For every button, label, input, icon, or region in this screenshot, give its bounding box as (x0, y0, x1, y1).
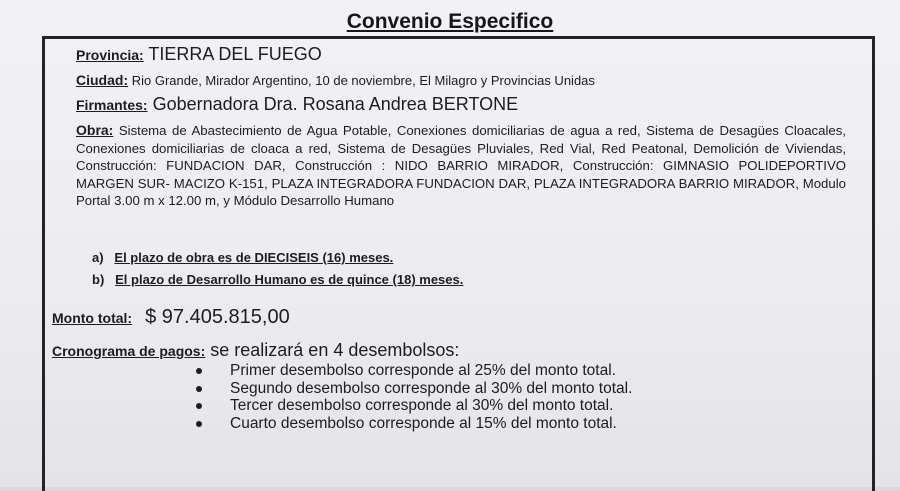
firmantes-label: Firmantes: (76, 97, 148, 113)
monto-label: Monto total: (52, 310, 133, 326)
bullet-icon (196, 386, 202, 392)
ciudad-row (76, 72, 595, 88)
desembolso-text: Segundo desembolso corresponde al 30% del monto total. (230, 379, 633, 397)
ciudad-value: Rio Grande, Mirador Argentino, 10 de noviembre, El Milagro y Provincias Unidas (131, 73, 595, 88)
bullet-icon (196, 403, 202, 409)
obra-paragraph (76, 122, 846, 210)
plazo-marker: a) (92, 250, 104, 265)
firmantes-row (76, 94, 518, 115)
cronograma-label: Cronograma de pagos: (52, 343, 206, 359)
provincia-row (76, 44, 322, 65)
list-item (196, 362, 632, 380)
desembolso-text: Tercer desembolso corresponde al 30% del monto total. (230, 397, 614, 414)
plazo-marker: b) (92, 272, 105, 287)
firmantes-value: Gobernadora Dra. Rosana Andrea BERTONE (152, 94, 519, 114)
obra-text: Sistema de Abastecimiento de Agua Potable, Conexiones domiciliarias de agua a red, Sistema de Desagües Cloacales, Conexiones domiciliarias de cloaca a red, Sistema de Desagües Pluviales, Red Vial, Red Peatonal, Demolición de Viviendas, Construcción: FUNDACION DAR, Construcción : NIDO BARRIO MIRADOR, Construcción: GIMNASIO POLIDEPORTIVO MARGEN SUR- MACIZO K-151, PLAZA INTEGRADORA FUNDACION DAR, PLAZA INTEGRADORA BARRIO MIRADOR, Modulo Portal 3.00 m x 12.00 m, y Módulo Desarrollo Humano (76, 123, 846, 208)
provincia-value: TIERRA DEL FUEGO (148, 44, 322, 64)
cronograma-row (52, 340, 459, 361)
obra-label: Obra: (76, 122, 114, 138)
cronograma-text: se realizará en 4 desembolsos: (210, 340, 460, 360)
list-item (196, 415, 632, 433)
plazo-obra (92, 250, 393, 265)
desembolso-text: Cuarto desembolso corresponde al 15% del monto total. (230, 414, 617, 432)
desembolso-text: Primer desembolso corresponde al 25% del monto total. (230, 362, 616, 379)
list-item (196, 397, 632, 415)
bullet-icon (196, 421, 202, 427)
bullet-icon (196, 368, 202, 374)
list-item (196, 380, 632, 398)
monto-value: $ 97.405.815,00 (145, 306, 290, 328)
plazo-text: El plazo de Desarrollo Humano es de quince (18) meses. (115, 272, 464, 287)
desembolsos-list (196, 362, 632, 432)
ciudad-label: Ciudad: (76, 72, 129, 88)
monto-row (52, 306, 290, 329)
plazo-desarrollo (92, 272, 463, 287)
plazo-text: El plazo de obra es de DIECISEIS (16) meses. (114, 250, 394, 265)
document-title: Convenio Especifico (346, 10, 554, 33)
provincia-label: Provincia: (76, 47, 144, 63)
